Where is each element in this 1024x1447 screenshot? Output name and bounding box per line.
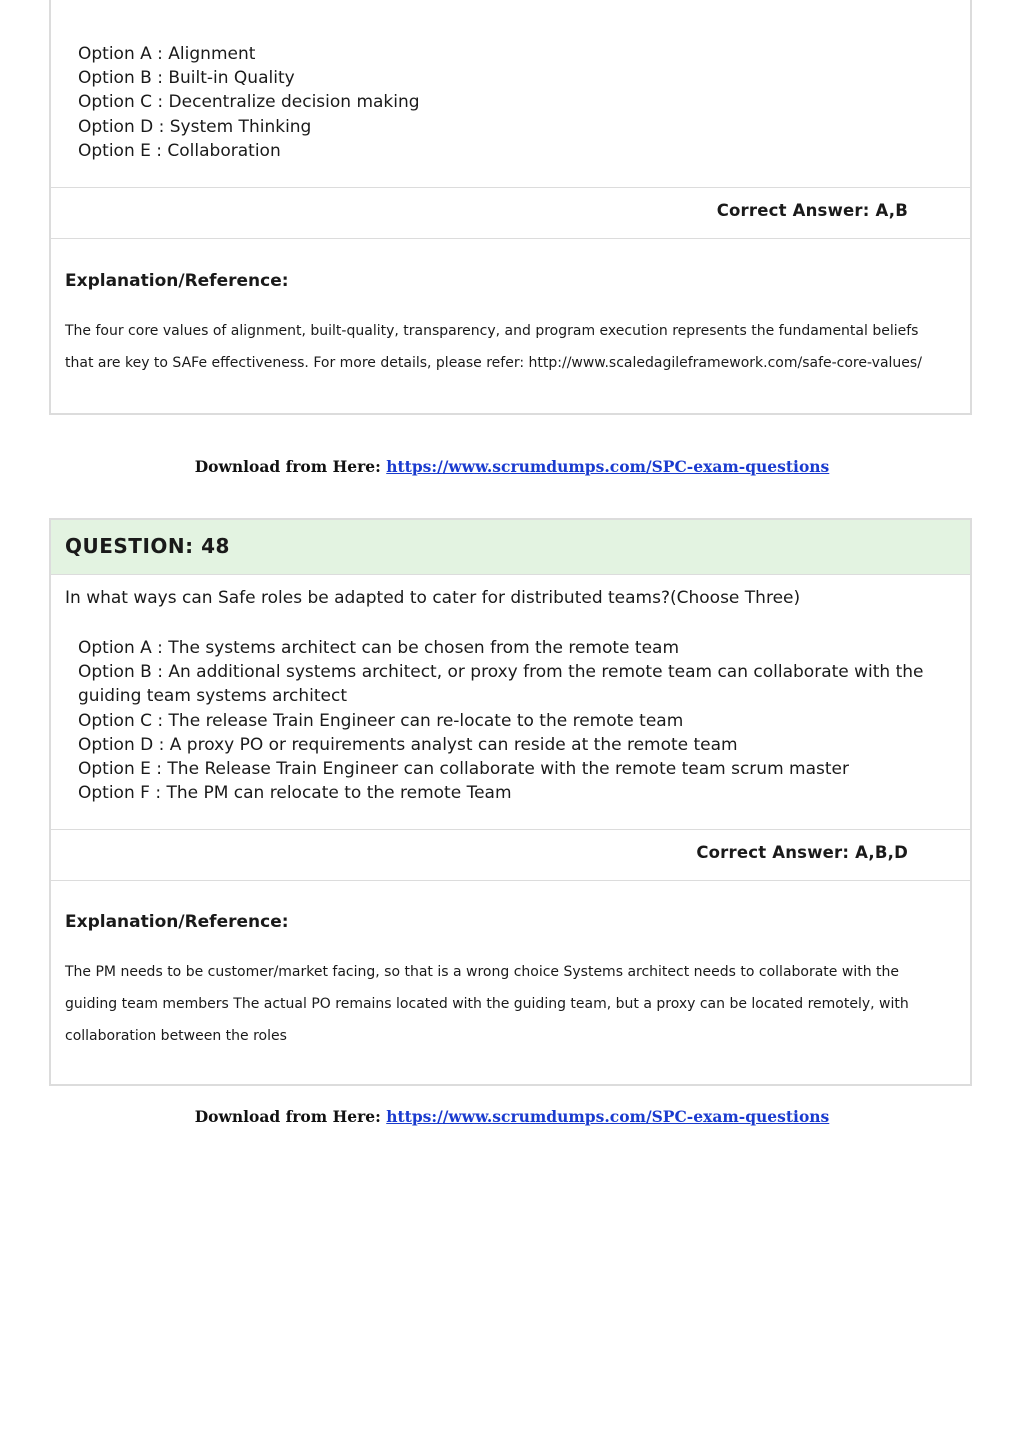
options-list (51, 636, 938, 805)
correct-answer: Correct Answer: A,B (716, 201, 908, 220)
question-47-card (49, 0, 972, 415)
download-label: Download from Here: (194, 457, 381, 476)
option-e: Option E : The Release Train Engineer can collaborate with the remote team scrum master (78, 759, 849, 780)
option-a: Option A : Alignment (78, 44, 256, 64)
option-b: Option B : An additional systems architect, or proxy from the remote team can collaborate with the guiding team systems architect (78, 662, 929, 707)
divider (51, 880, 970, 881)
question-title: QUESTION: 48 (65, 534, 230, 558)
explanation-text: The PM needs to be customer/market facing, so that is a wrong choice Systems architect needs to collaborate with the guiding team members The actual PO remains located with the guiding team, but a proxy can be located remotely, with collaboration between the roles (65, 964, 909, 1044)
explanation-title: Explanation/Reference: (65, 271, 289, 291)
option-c: Option C : The release Train Engineer can re-locate to the remote team (78, 710, 684, 731)
question-header (51, 520, 970, 575)
divider (51, 238, 970, 239)
explanation-text: The four core values of alignment, built-quality, transparency, and program execution represents the fundamental beliefs that are key to SAFe effectiveness. For more details, please refer: http://www.scaledagileframework.com/safe-core-values/ (65, 323, 922, 371)
explanation-title: Explanation/Reference: (65, 912, 289, 932)
option-d: Option D : System Thinking (78, 116, 312, 137)
options-list (51, 42, 958, 163)
question-48-card (49, 518, 972, 1086)
divider (51, 187, 970, 188)
download-link[interactable]: https://www.scrumdumps.com/SPC-exam-questions (386, 457, 830, 476)
download-link[interactable]: https://www.scrumdumps.com/SPC-exam-questions (386, 1107, 830, 1126)
download-line (0, 1107, 1024, 1126)
divider (51, 829, 970, 830)
download-label: Download from Here: (194, 1107, 381, 1126)
correct-answer: Correct Answer: A,B,D (696, 843, 908, 862)
question-text: In what ways can Safe roles be adapted to cater for distributed teams?(Choose Three) (65, 588, 801, 608)
option-c: Option C : Decentralize decision making (78, 92, 420, 113)
option-e: Option E : Collaboration (78, 140, 281, 161)
option-f: Option F : The PM can relocate to the remote Team (78, 783, 512, 804)
option-a: Option A : The systems architect can be chosen from the remote team (78, 638, 680, 658)
option-b: Option B : Built-in Quality (78, 68, 295, 89)
download-line (0, 457, 1024, 476)
option-d: Option D : A proxy PO or requirements analyst can reside at the remote team (78, 734, 738, 755)
